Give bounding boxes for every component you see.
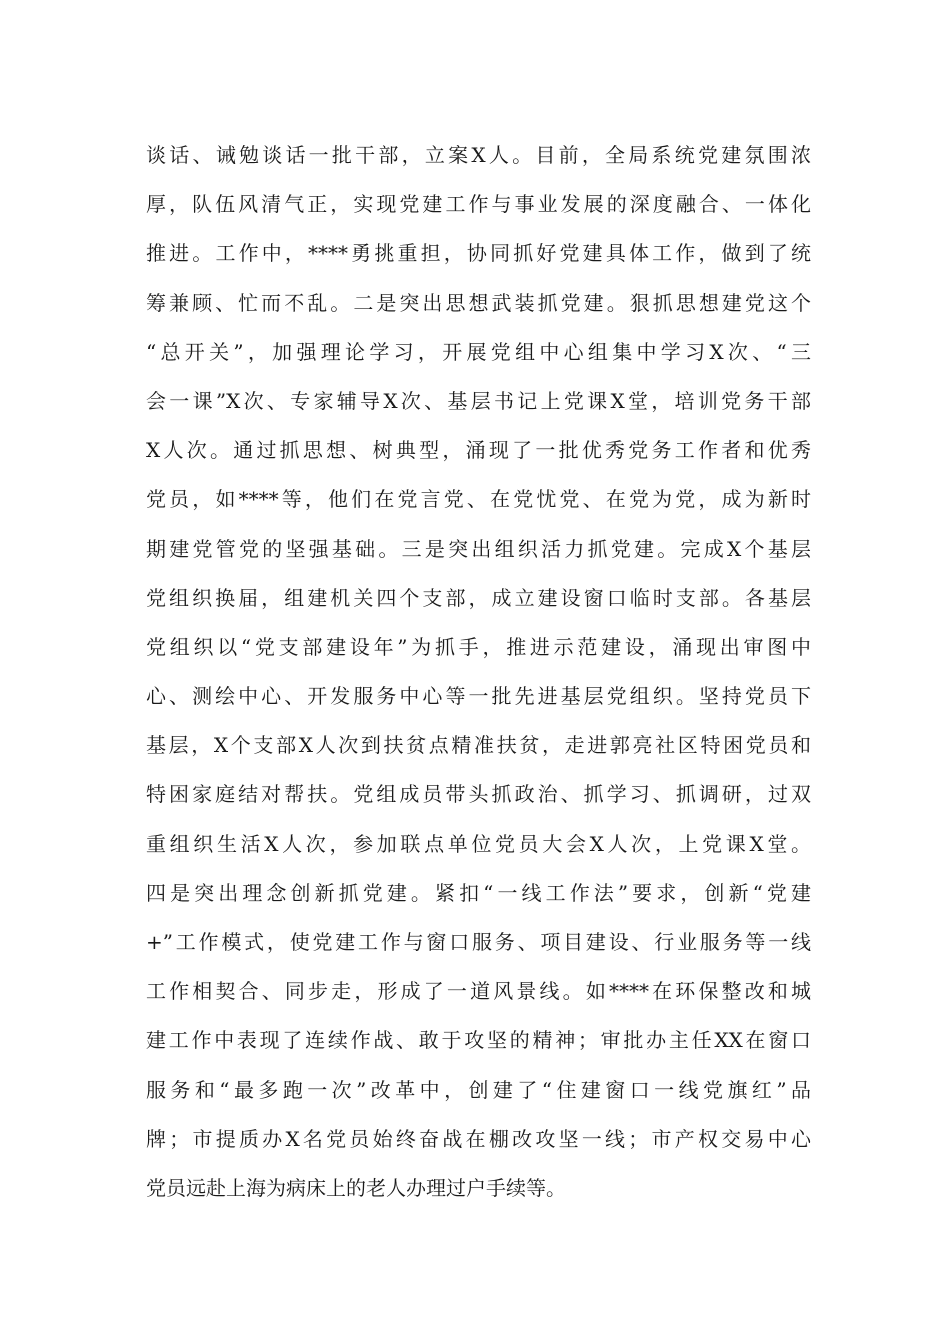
text-line: 心、测绘中心、开发服务中心等一批先进基层党组织。坚持党员下 [146,684,811,709]
body-text [146,131,811,1213]
text-line: 会一课”X次、专家辅导X次、基层书记上党课X堂，培训党务干部 [146,388,811,413]
text-line: 推进。工作中，****勇挑重担，协同抓好党建具体工作，做到了统 [146,241,811,266]
text-line: 服务和“最多跑一次”改革中，创建了“住建窗口一线党旗红”品 [146,1077,811,1102]
text-line: 厚，队伍风清气正，实现党建工作与事业发展的深度融合、一体化 [146,192,811,217]
text-line: 四是突出理念创新抓党建。紧扣“一线工作法”要求，创新“党建 [146,880,811,905]
text-line: 重组织生活X人次，参加联点单位党员大会X人次，上党课X堂。 [146,831,811,856]
text-line: 基层，X个支部X人次到扶贫点精准扶贫，走进郭亮社区特困党员和 [146,733,811,758]
text-line: 牌；市提质办X名党员始终奋战在棚改攻坚一线；市产权交易中心 [146,1126,811,1151]
text-line: +”工作模式，使党建工作与窗口服务、项目建设、行业服务等一线 [146,930,811,954]
text-line: 党组织以“党支部建设年”为抓手，推进示范建设，涌现出审图中 [146,634,811,659]
text-line: 工作相契合、同步走，形成了一道风景线。如****在环保整改和城 [146,979,811,1004]
text-line: 筹兼顾、忙而不乱。二是突出思想武装抓党建。狠抓思想建党这个 [146,290,811,315]
text-line: 党员，如****等，他们在党言党、在党忧党、在党为党，成为新时 [146,487,811,512]
text-line: 期建党管党的坚强基础。三是突出组织活力抓党建。完成X个基层 [146,536,811,561]
text-line: 谈话、诫勉谈话一批干部，立案X人。目前，全局系统党建氛围浓 [146,143,811,167]
text-line: 特困家庭结对帮扶。党组成员带头抓政治、抓学习、抓调研，过双 [146,782,811,807]
text-line: 建工作中表现了连续作战、敢于攻坚的精神；审批办主任XX在窗口 [146,1028,811,1053]
text-line: “总开关”，加强理论学习，开展党组中心组集中学习X次、“三 [146,339,811,364]
text-line: 党员远赴上海为病床上的老人办理过户手续等。 [146,1175,566,1200]
text-line: 党组织换届，组建机关四个支部，成立建设窗口临时支部。各基层 [146,585,811,610]
text-line: X人次。通过抓思想、树典型，涌现了一批优秀党务工作者和优秀 [146,438,811,463]
